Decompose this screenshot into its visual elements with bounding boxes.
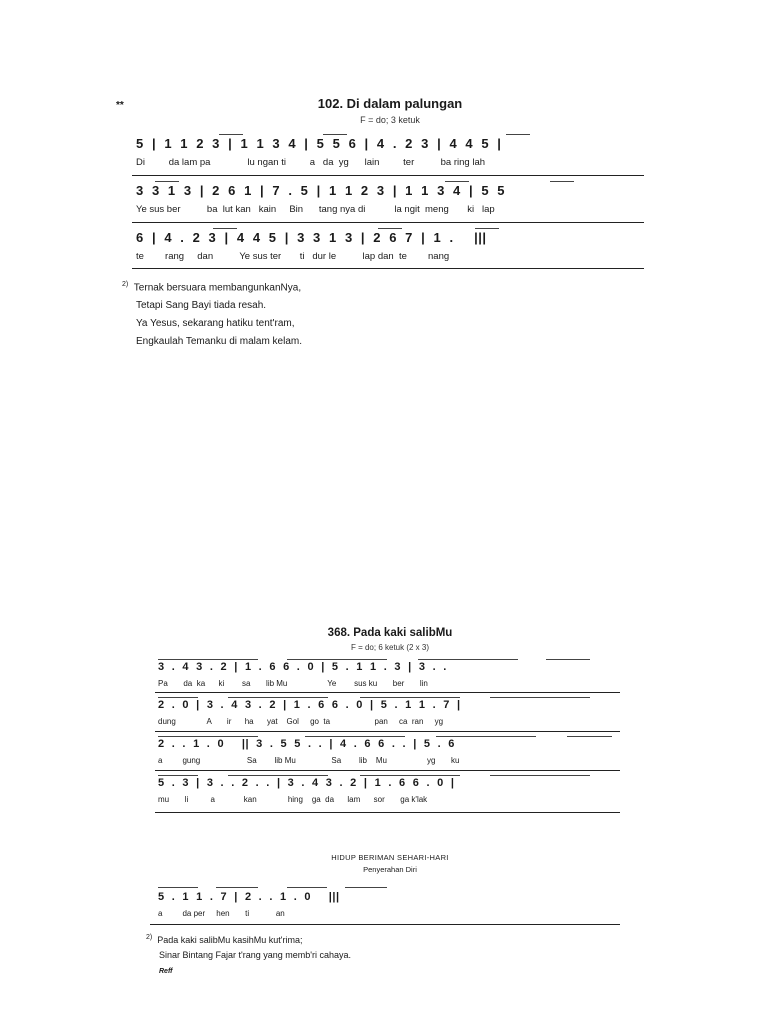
section-subtitle: Penyerahan Diri (363, 865, 417, 874)
slur-line (345, 887, 387, 888)
staff-line (155, 770, 620, 771)
slur-line (158, 659, 258, 660)
staff-line (155, 812, 620, 813)
verse-line: Tetapi Sang Bayi tiada resah. (136, 300, 267, 312)
slur-line (490, 697, 590, 698)
verse-line: Sinar Bintang Fajar t'rang yang memb'ri cahaya. (159, 950, 352, 960)
lyric-row: dung A ir ha yat Gol go ta pan ca ran yg (158, 717, 444, 726)
notation-row: 5 . 3 | 3 . . 2 . . | 3 . 4 3 . 2 | 1 . 6 6 . 0 | (158, 777, 455, 789)
slur-line (155, 181, 179, 182)
staff-line (155, 692, 620, 693)
notation-row: 6 | 4 . 2 3 | 4 4 5 | 3 3 1 3 | 2 6 7 | 1 . ||| (136, 230, 487, 245)
staff-line (150, 924, 620, 925)
lyric-row: a da per hen ti an (158, 909, 285, 918)
verse-number: 2) (146, 934, 153, 941)
notation-row: 5 . 1 1 . 7 | 2 . . 1 . 0 ||| (158, 891, 340, 903)
reff-label: Reff (159, 968, 173, 975)
slur-line (360, 775, 460, 776)
verse-number: 2) (122, 281, 129, 288)
slur-line (475, 228, 499, 229)
staff-line (132, 268, 644, 269)
slur-line (418, 659, 518, 660)
verse-line: Pada kaki salibMu kasihMu kut'rima; (157, 935, 303, 945)
slur-line (158, 887, 198, 888)
lyric-row: te rang dan Ye sus ter ti dur le lap dan te nang (136, 251, 450, 262)
slur-line (213, 228, 237, 229)
slur-line (228, 775, 328, 776)
lyric-row: Ye sus ber ba lut kan kain Bin tang nya di la ngit meng ki lap (136, 204, 495, 215)
slur-line (158, 697, 198, 698)
slur-line (567, 736, 612, 737)
slur-line (436, 736, 536, 737)
verse-2 (122, 276, 302, 351)
lyric-row: Pa da ka ki sa lib Mu Ye sus ku ber lin (158, 679, 428, 688)
slur-line (550, 181, 574, 182)
lyric-row: Di da lam pa lu ngan ti a da yg lain ter ba ring lah (136, 157, 486, 168)
slur-line (305, 736, 405, 737)
notation-row: 5 | 1 1 2 3 | 1 1 3 4 | 5 5 6 | 4 . 2 3 | 4 4 5 | (136, 136, 502, 151)
verse-line: Engkaulah Temanku di malam kelam. (136, 336, 303, 348)
slur-line (323, 134, 347, 135)
lyric-row: a gung Sa lib Mu Sa lib Mu yg ku (158, 756, 460, 765)
song-title: 368. Pada kaki salibMu (327, 627, 453, 639)
slur-line (360, 697, 460, 698)
slur-line (158, 775, 198, 776)
notation-row: 3 . 4 3 . 2 | 1 . 6 6 . 0 | 5 . 1 1 . 3 | 3 . . (158, 661, 447, 673)
staff-line (132, 175, 644, 176)
page-marker: ** (116, 100, 124, 111)
song-title: 102. Di dalam palungan (317, 96, 463, 111)
slur-line (378, 228, 402, 229)
song-key: F = do; 3 ketuk (360, 115, 420, 125)
slur-line (216, 887, 258, 888)
slur-line (219, 134, 243, 135)
lyric-row: mu li a kan hing ga da lam sor ga k'lak (158, 795, 428, 804)
slur-line (228, 697, 328, 698)
verse-2 (146, 930, 351, 963)
verse-line: Ternak bersuara membangunkanNya, (133, 282, 302, 294)
slur-line (490, 775, 590, 776)
slur-line (158, 736, 258, 737)
staff-line (132, 222, 644, 223)
slur-line (287, 887, 327, 888)
slur-line (287, 659, 387, 660)
slur-line (546, 659, 590, 660)
verse-line: Ya Yesus, sekarang hatiku tent'ram, (136, 318, 295, 330)
song-key: F = do; 6 ketuk (2 x 3) (350, 643, 430, 652)
notation-row: 2 . 0 | 3 . 4 3 . 2 | 1 . 6 6 . 0 | 5 . 1 1 . 7 | (158, 699, 461, 711)
slur-line (506, 134, 530, 135)
section-title: HIDUP BERIMAN SEHARI-HARI (331, 853, 449, 862)
notation-row: 2 . . 1 . 0 || 3 . 5 5 . . | 4 . 6 6 . . | 5 . 6 (158, 738, 455, 750)
notation-row: 3 3 1 3 | 2 6 1 | 7 . 5 | 1 1 2 3 | 1 1 3 4 | 5 5 (136, 183, 506, 198)
staff-line (155, 731, 620, 732)
slur-line (445, 181, 469, 182)
